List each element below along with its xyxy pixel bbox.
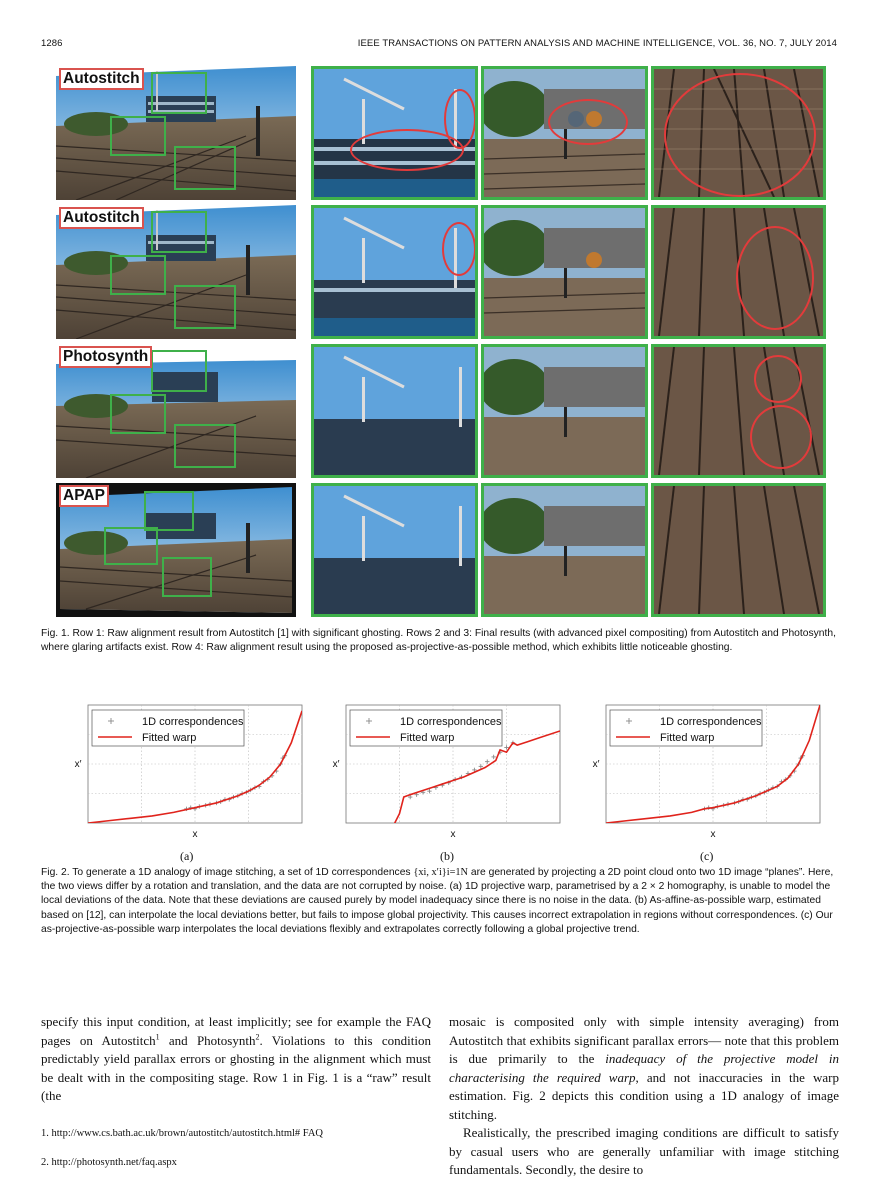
footnote[interactable]: 1. http://www.cs.bath.ac.uk/brown/autostitch/autostitch.html# FAQ [41, 1128, 324, 1139]
chart-svg [594, 703, 822, 853]
figure-1-caption: Fig. 1. Row 1: Raw alignment result from Autostitch [1] with significant ghosting. Rows 2 and 3: Final results (with advanced pixel compositing) from Autostitch and Photosynth, where glaring artifacts exist. Row 4: Raw alignment result using the proposed as-projective-as-possible method, which exhibits little noticeable ghosting. [41, 628, 836, 654]
x-axis-label: x [710, 829, 716, 840]
crop-platform [481, 483, 648, 617]
zoom-region-box [174, 424, 236, 468]
caption-math: {xi, x′i}i=1N [413, 867, 468, 878]
crop-crane [311, 205, 478, 339]
figure-1-row [56, 205, 826, 339]
y-axis-label: x′ [592, 759, 600, 770]
caption-text: are generated by projecting a 2D point cloud onto two 1D image “planes”. Here, the two views differ by a rotation and translation, and the data are not corrupted by noise. (a) 1D projective warp, parametrised by a 2 × 2 homography, is unable to model the local deviations of the data. Note that these deviations are caused purely by model inadequacy since there is no noise in the data. (b) As-affine-as-possible warp, estimated based on [12], can interpolate the local deviations better, but fails to impose global projectivity. This causes incorrect extrapolation in regions without correspondences. (c) Our as-projective-as-possible warp interpolates the local deviations flexibly and extrapolates correctly following a global projective trend. [41, 867, 834, 935]
legend-label: Fitted warp [142, 732, 197, 744]
footnote-ref[interactable]: 1 [155, 1032, 160, 1042]
crop-tracks [651, 205, 826, 339]
paragraph: Realistically, the prescribed imaging conditions are difficult to satisfy by casual users who are generally unfamiliar with image stitching fundamentals. Secondly, the desire to [449, 1125, 839, 1177]
footnote[interactable]: 2. http://photosynth.net/faq.aspx [41, 1157, 177, 1168]
chart-legend [350, 710, 502, 746]
crop-tracks [651, 66, 826, 200]
chart-svg [76, 703, 304, 853]
artifact-ellipse [754, 355, 802, 403]
crop-tracks [651, 483, 826, 617]
crop-crane [311, 344, 478, 478]
platform-scene [484, 208, 645, 336]
panorama-image [56, 344, 296, 478]
body-text: mosaic is composited only with simple intensity averaging) from Autostitch that exhibits significant parallax errors— note that this problem is due primarily to the [449, 1014, 839, 1066]
zoom-region-box [110, 394, 166, 434]
crop-platform [481, 205, 648, 339]
crop-crane [311, 483, 478, 617]
chart-legend [610, 710, 762, 746]
method-label: Photosynth [59, 346, 152, 368]
platform-scene [484, 486, 645, 614]
zoom-region-box [144, 491, 194, 531]
zoom-region-box [174, 146, 236, 190]
chart-svg [334, 703, 562, 853]
crane-scene [314, 347, 475, 475]
zoom-region-box [104, 527, 158, 565]
plot-b [334, 703, 562, 853]
tracks-scene [654, 486, 823, 614]
body-text: . Violations to this condition predictably yield parallax errors or ghosting in the alignment which must be dealt with in the compositing stage. Row 1 in Fig. 1 is a “raw” result (the [41, 1032, 431, 1103]
journal-header: IEEE TRANSACTIONS ON PATTERN ANALYSIS AND MACHINE INTELLIGENCE, VOL. 36, NO. 7, JULY 2014 [357, 38, 837, 49]
footnote-ref[interactable]: 2 [255, 1032, 260, 1042]
legend-label: 1D correspondences [660, 716, 762, 728]
plot-a [76, 703, 304, 853]
zoom-region-box [151, 350, 207, 392]
subfigure-label: (c) [700, 849, 714, 863]
zoom-region-box [151, 72, 207, 114]
chart-legend [92, 710, 244, 746]
page-number: 1286 [41, 38, 63, 49]
body-text: and Photosynth [159, 1032, 256, 1048]
figure-1-row [56, 344, 826, 478]
method-label: Autostitch [59, 68, 144, 90]
zoom-region-box [151, 211, 207, 253]
figure-1-row [56, 66, 826, 200]
crop-platform [481, 66, 648, 200]
figure-2-caption [41, 866, 838, 937]
body-text: , and not inaccuracies in the warp estimation. Fig. 2 depicts this condition using a 1D analogy of image stitching. [449, 1069, 839, 1122]
crop-platform [481, 344, 648, 478]
panorama-image [56, 66, 296, 200]
artifact-ellipse [664, 73, 816, 197]
platform-scene [484, 347, 645, 475]
paragraph [41, 1013, 431, 1106]
panorama-image [56, 483, 296, 617]
y-axis-label: x′ [74, 759, 82, 770]
artifact-ellipse [750, 405, 812, 469]
method-label: Autostitch [59, 207, 144, 229]
caption-text: Fig. 2. To generate a 1D analogy of image stitching, a set of 1D correspondences [41, 867, 414, 878]
panorama-image [56, 205, 296, 339]
zoom-region-box [110, 116, 166, 156]
subfigure-label: (a) [180, 849, 194, 863]
paragraph [449, 1013, 839, 1124]
artifact-ellipse [442, 222, 476, 276]
artifact-ellipse [548, 99, 628, 145]
y-axis-label: x′ [332, 759, 340, 770]
figure-1-row [56, 483, 826, 617]
legend-label: 1D correspondences [400, 716, 502, 728]
left-column [41, 1013, 431, 1106]
body-text-italic: inadequacy of the projective model in characterising the required warp [449, 1051, 840, 1085]
artifact-ellipse [444, 89, 476, 149]
zoom-region-box [162, 557, 212, 597]
legend-label: Fitted warp [660, 732, 715, 744]
right-column [449, 1013, 839, 1180]
method-label: APAP [59, 485, 109, 507]
zoom-region-box [110, 255, 166, 295]
crop-crane [311, 66, 478, 200]
crane-scene [314, 486, 475, 614]
subfigure-label: (b) [440, 849, 454, 863]
legend-label: Fitted warp [400, 732, 455, 744]
plot-c [594, 703, 822, 853]
crop-tracks [651, 344, 826, 478]
legend-label: 1D correspondences [142, 716, 244, 728]
body-text: specify this input condition, at least implicitly; see for example the FAQ pages on Autostitch [41, 1014, 431, 1048]
x-axis-label: x [192, 829, 198, 840]
x-axis-label: x [450, 829, 456, 840]
zoom-region-box [174, 285, 236, 329]
artifact-ellipse [736, 226, 814, 330]
